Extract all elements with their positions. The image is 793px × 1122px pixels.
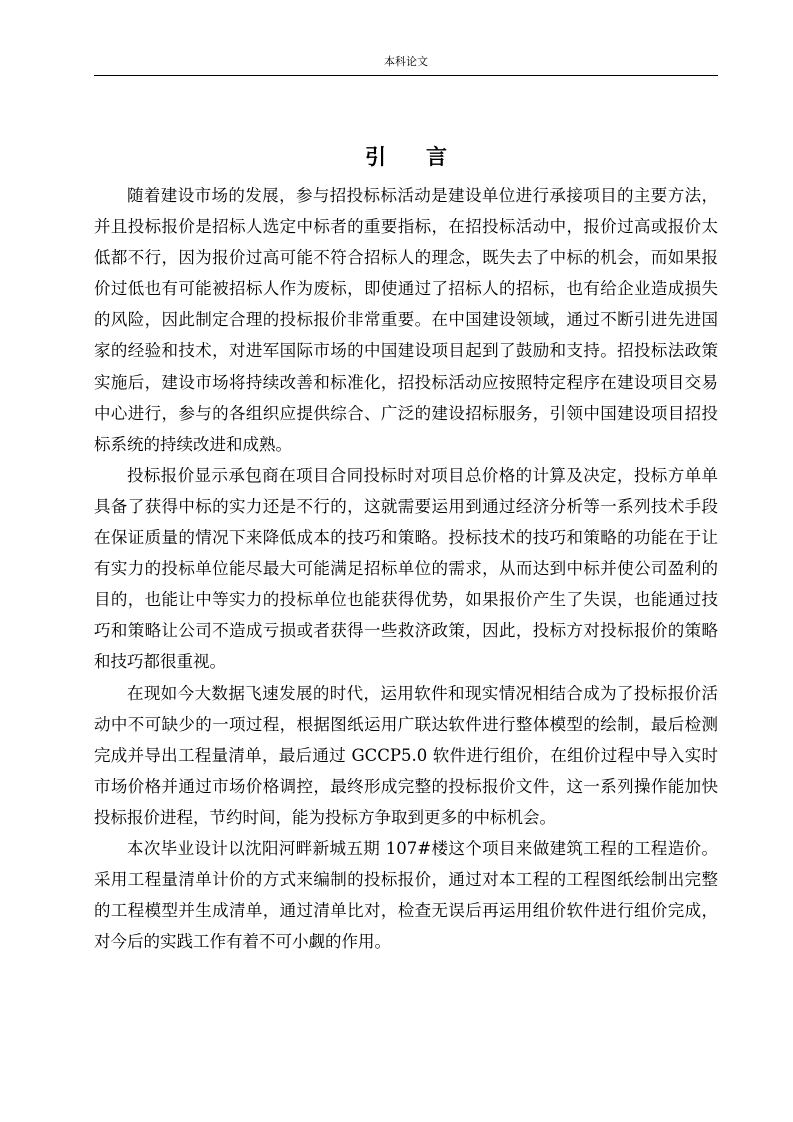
section-title: 引言 bbox=[365, 144, 487, 170]
paragraph: 本次毕业设计以沈阳河畔新城五期 107#楼这个项目来做建筑工程的工程造价。采用工程量清单计价的方式来编制的投标报价，通过对本工程的工程图纸绘制出完整的工程模型并生成清单，通过清单比对，检查无误后再运用组价软件进行组价完成，对今后的实践工作有着不可小觑的作用。 bbox=[94, 838, 718, 952]
paragraph: 投标报价显示承包商在项目合同投标时对项目总价格的计算及决定，投标方单单具备了获得中标的实力还是不行的，这就需要运用到通过经济分析等一系列技术手段在保证质量的情况下来降低成本的技巧和策略。投标技术的技巧和策略的功能在于让有实力的投标单位能尽最大可能满足招标单位的需求，从而达到中标并使公司盈利的目的，也能让中等实力的投标单位也能获得优势，如果报价产生了失误，也能通过技巧和策略让公司不造成亏损或者获得一些救济政策，因此，投标方对投标报价的策略和技巧都很重视。 bbox=[94, 465, 718, 672]
running-header bbox=[94, 55, 718, 76]
paragraph: 在现如今大数据飞速发展的时代，运用软件和现实情况相结合成为了投标报价活动中不可缺少的一项过程，根据图纸运用广联达软件进行整体模型的绘制，最后检测完成并导出工程量清单，最后通过 GCCP5.0 软件进行组价，在组价过程中导入实时市场价格并通过市场价格调控，最终形成完整的投标报价文件，这一系列操作能加快投标报价进程，节约时间，能为投标方争取到更多的中标机会。 bbox=[94, 683, 718, 827]
body-text bbox=[94, 180, 718, 957]
paragraph: 随着建设市场的发展，参与招投标标活动是建设单位进行承接项目的主要方法，并且投标报价是招标人选定中标者的重要指标，在招投标活动中，报价过高或报价太低都不行，因为报价过高可能不符合招标人的理念，既失去了中标的机会，而如果报价过低也有可能被招标人作为废标，即使通过了招标人的招标，也有给企业造成损失的风险，因此制定合理的投标报价非常重要。在中国建设领域，通过不断引进先进国家的经验和技术，对进军国际市场的中国建设项目起到了鼓励和支持。招投标法政策实施后，建设市场将持续改善和标准化，招投标活动应按照特定程序在建设项目交易中心进行，参与的各组织应提供综合、广泛的建设招标服务，引领中国建设项目招投标系统的持续改进和成熟。 bbox=[94, 186, 718, 454]
running-title: 本科论文 bbox=[384, 55, 428, 68]
